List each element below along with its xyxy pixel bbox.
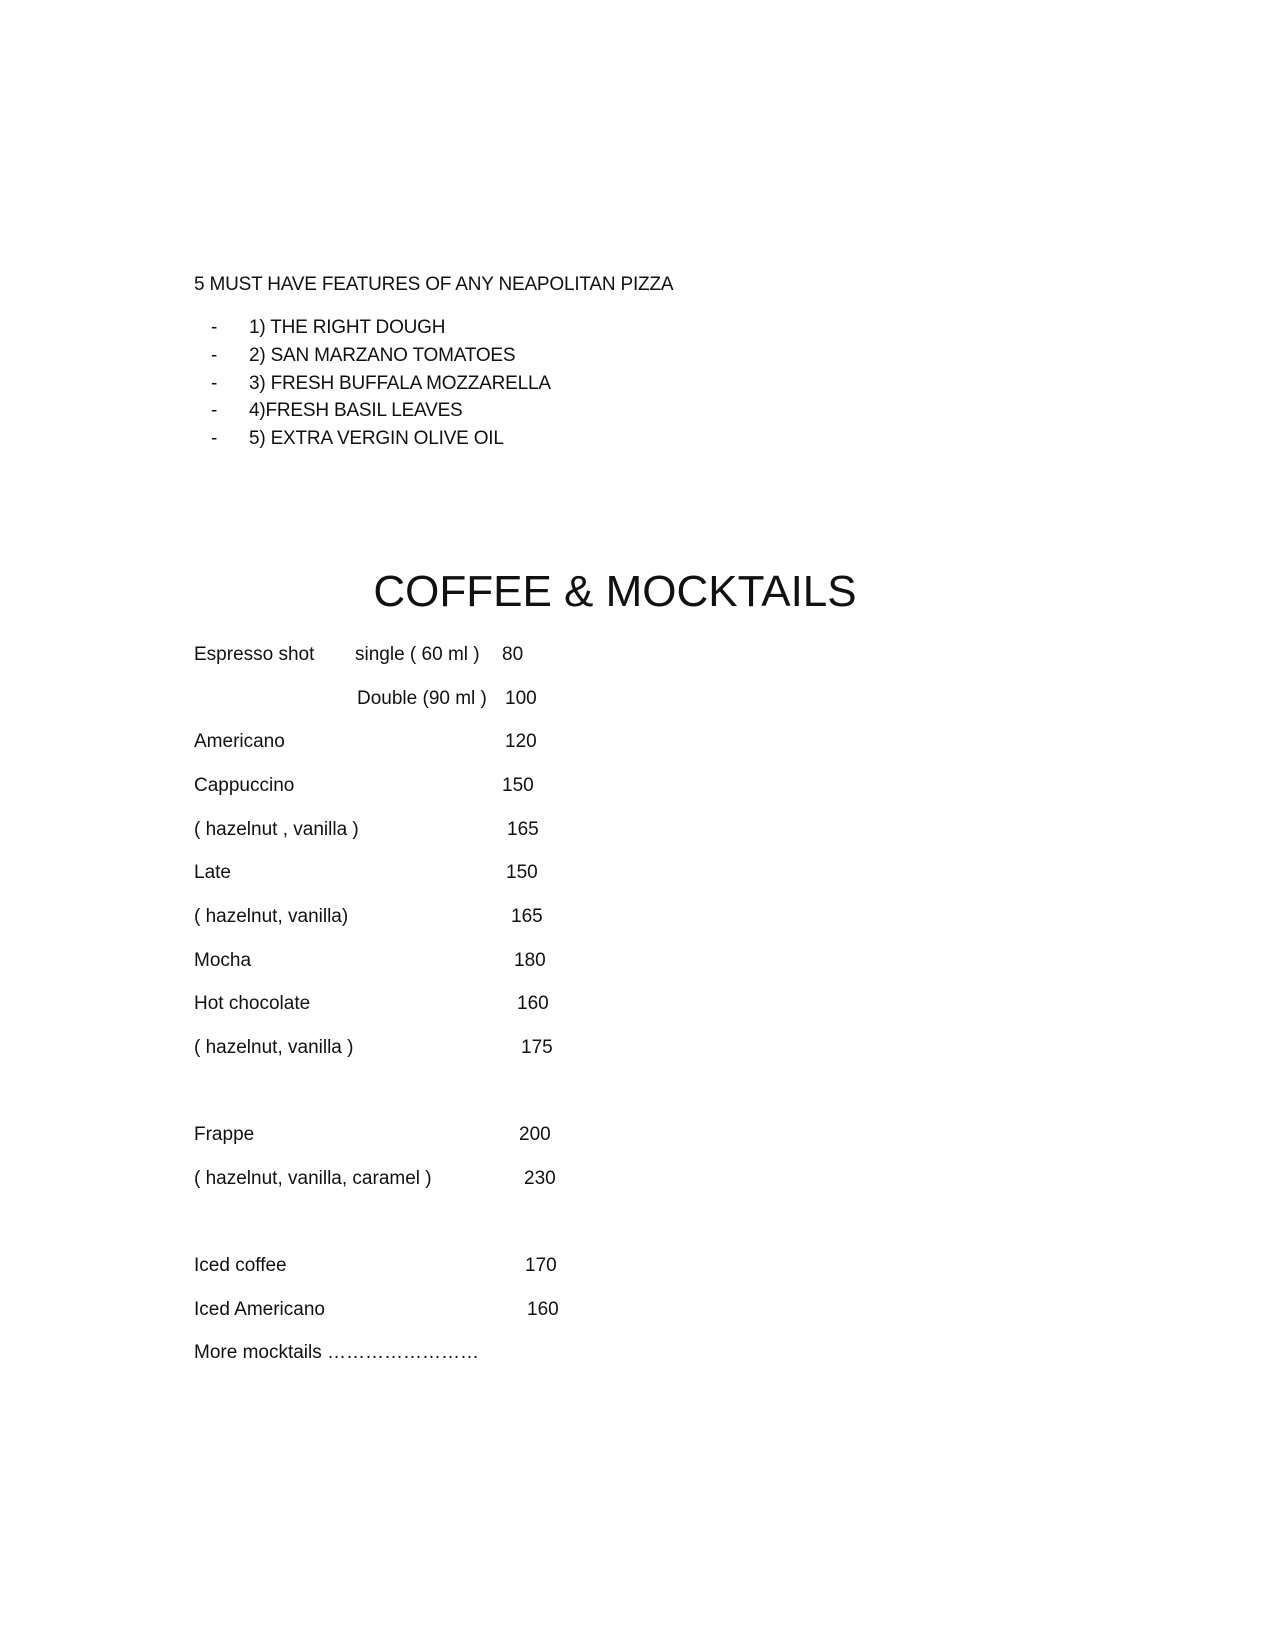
menu-title <box>0 566 1230 618</box>
menu-item-price: 180 <box>514 950 546 971</box>
bullet-dash: - <box>211 428 218 449</box>
feature-item: 1) THE RIGHT DOUGH <box>249 317 446 338</box>
menu-item-name: ( hazelnut, vanilla ) <box>194 1037 354 1058</box>
menu-item-price: 150 <box>502 775 534 796</box>
menu-item-name: Mocha <box>194 950 252 971</box>
menu-item-name: ( hazelnut, vanilla, caramel ) <box>194 1168 432 1189</box>
feature-item: 5) EXTRA VERGIN OLIVE OIL <box>249 428 504 449</box>
menu-item-name: Espresso shot <box>194 644 315 665</box>
menu-item-variant: Double (90 ml ) <box>357 688 487 709</box>
menu-item-price: 200 <box>519 1124 551 1145</box>
menu-item-price: 230 <box>524 1168 556 1189</box>
menu-title-text: COFFEE & MOCKTAILS <box>373 567 857 616</box>
menu-item-name: Frappe <box>194 1124 255 1145</box>
menu-item-price: 100 <box>505 688 537 709</box>
menu-item-price: 165 <box>511 906 543 927</box>
bullet-dash: - <box>211 400 218 421</box>
menu-item-name: Hot chocolate <box>194 993 311 1014</box>
menu-item-price: 175 <box>521 1037 553 1058</box>
menu-item-price: 160 <box>527 1299 559 1320</box>
menu-item-price: 80 <box>502 644 524 665</box>
bullet-dash: - <box>211 373 218 394</box>
menu-item-price: 150 <box>506 862 538 883</box>
bullet-dash: - <box>211 345 218 366</box>
more-mocktails: More mocktails …………………… <box>194 1342 480 1363</box>
menu-item-price: 165 <box>507 819 539 840</box>
menu-item-name: Iced Americano <box>194 1299 325 1320</box>
menu-item-name: ( hazelnut , vanilla ) <box>194 819 359 840</box>
menu-item-variant: single ( 60 ml ) <box>355 644 480 665</box>
features-title: 5 MUST HAVE FEATURES OF ANY NEAPOLITAN PIZZA <box>194 274 674 295</box>
menu-item-price: 160 <box>517 993 549 1014</box>
menu-item-name: Cappuccino <box>194 775 295 796</box>
feature-item: 2) SAN MARZANO TOMATOES <box>249 345 516 366</box>
menu-item-name: ( hazelnut, vanilla) <box>194 906 349 927</box>
menu-item-price: 170 <box>525 1255 557 1276</box>
menu-item-price: 120 <box>505 731 537 752</box>
menu-item-name: Late <box>194 862 231 883</box>
menu-item-name: Americano <box>194 731 285 752</box>
bullet-dash: - <box>211 317 218 338</box>
feature-item: 3) FRESH BUFFALA MOZZARELLA <box>249 373 551 394</box>
feature-item: 4)FRESH BASIL LEAVES <box>249 400 463 421</box>
menu-item-name: Iced coffee <box>194 1255 287 1276</box>
